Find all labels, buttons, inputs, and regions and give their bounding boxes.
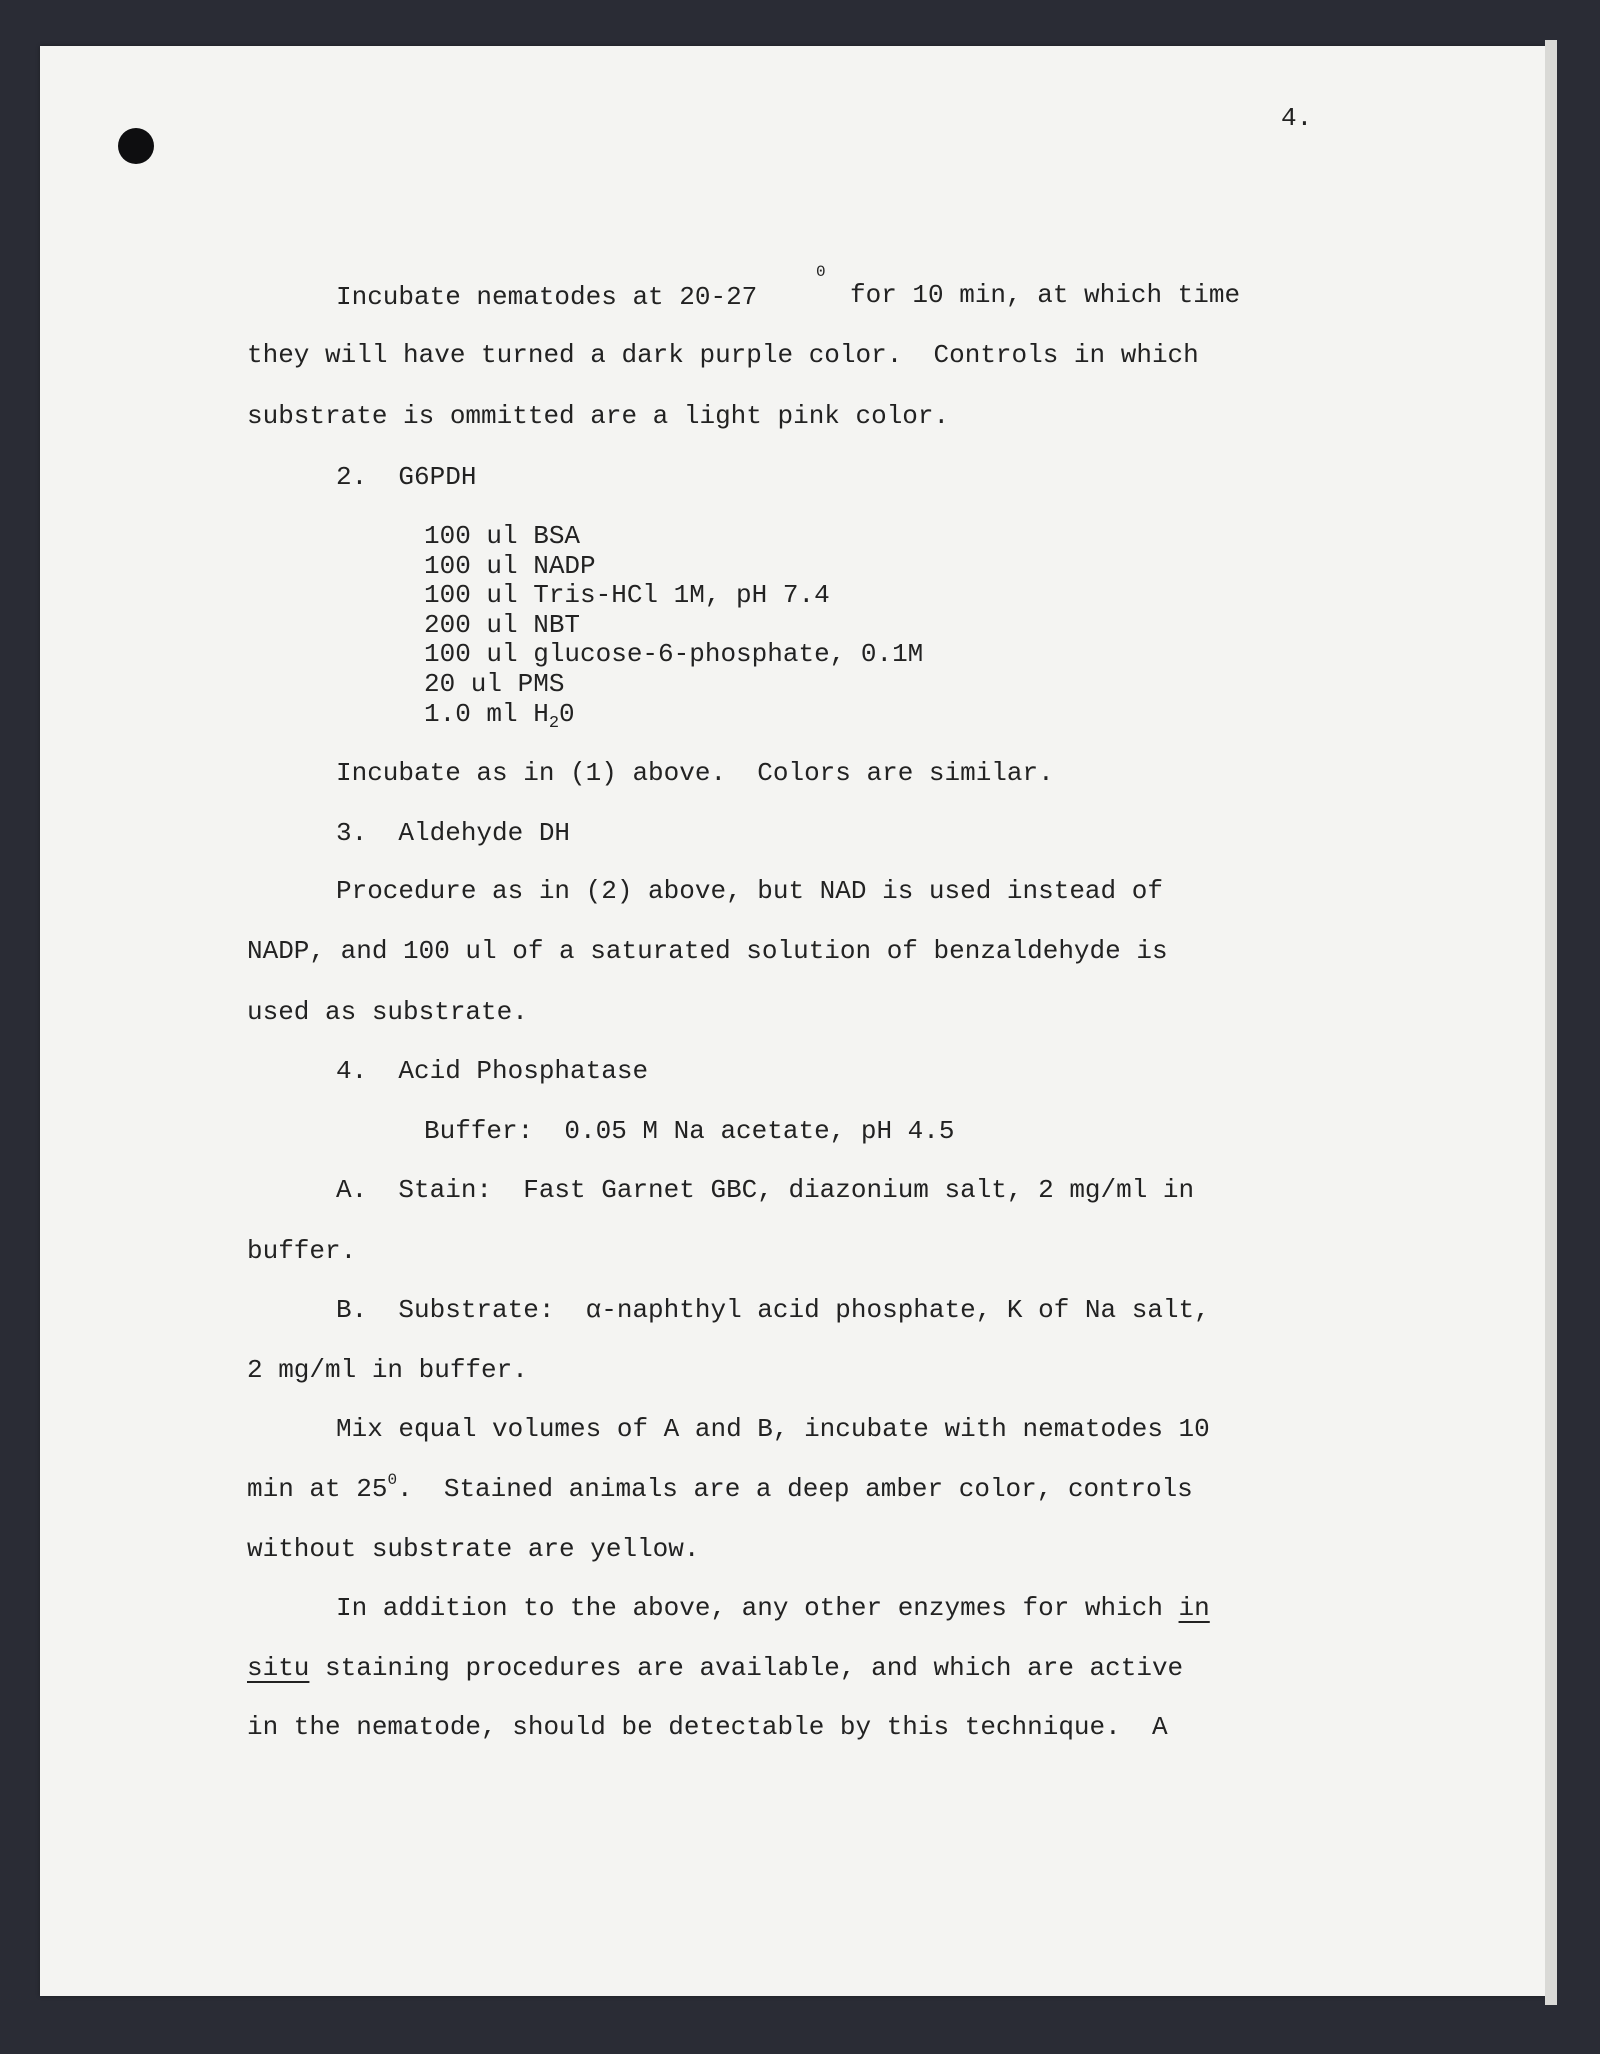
page-number: 4. bbox=[1281, 103, 1313, 133]
reagent-item: 100 ul NADP bbox=[424, 551, 596, 581]
closing-line2 bbox=[247, 1653, 1183, 1683]
buffer-line: Buffer: 0.05 M Na acetate, pH 4.5 bbox=[424, 1116, 955, 1146]
water-prefix: 1.0 ml H bbox=[424, 699, 549, 729]
section3-line2: NADP, and 100 ul of a saturated solution of benzaldehyde is bbox=[247, 936, 1168, 966]
section2-note: Incubate as in (1) above. Colors are similar. bbox=[336, 758, 1054, 788]
section3-line1: Procedure as in (2) above, but NAD is used instead of bbox=[336, 876, 1163, 906]
para1-line2: they will have turned a dark purple color. Controls in which bbox=[247, 340, 1199, 370]
reagent-item: 100 ul Tris-HCl 1M, pH 7.4 bbox=[424, 580, 830, 610]
water-subscript: 2 bbox=[548, 714, 560, 733]
stain-line2: buffer. bbox=[247, 1236, 357, 1266]
closing-line1-start: In addition to the above, any other enzymes for which bbox=[336, 1593, 1179, 1623]
para1-line1-end: for 10 min, at which time bbox=[850, 280, 1241, 310]
section2-heading: 2. G6PDH bbox=[336, 462, 477, 492]
underlined-situ: situ bbox=[247, 1653, 310, 1683]
reagent-item: 100 ul BSA bbox=[424, 521, 581, 551]
closing-line3: in the nematode, should be detectable by this technique. A bbox=[247, 1712, 1168, 1742]
water-suffix: 0 bbox=[559, 699, 575, 729]
section4-heading: 4. Acid Phosphatase bbox=[336, 1056, 649, 1086]
section3-line3: used as substrate. bbox=[247, 997, 528, 1027]
mix-line2-end: . Stained animals are a deep amber color, controls bbox=[397, 1474, 1193, 1504]
mix-line2-start: min at 25 bbox=[247, 1474, 388, 1504]
punch-hole bbox=[118, 128, 154, 164]
reagent-item: 100 ul glucose-6-phosphate, 0.1M bbox=[424, 639, 924, 669]
closing-line1 bbox=[336, 1593, 1210, 1623]
mix-line3: without substrate are yellow. bbox=[247, 1534, 700, 1564]
mix-line1: Mix equal volumes of A and B, incubate with nematodes 10 bbox=[336, 1414, 1210, 1444]
section3-heading: 3. Aldehyde DH bbox=[336, 818, 571, 848]
substrate-line1: B. Substrate: α-naphthyl acid phosphate, K of Na salt, bbox=[336, 1295, 1210, 1325]
degree-superscript: 0 bbox=[387, 1471, 398, 1489]
closing-line2-end: staining procedures are available, and which are active bbox=[309, 1653, 1184, 1683]
substrate-line2: 2 mg/ml in buffer. bbox=[247, 1355, 528, 1385]
page-edge bbox=[1545, 40, 1557, 2005]
para1-line1-start: Incubate nematodes at 20-27 bbox=[336, 282, 758, 312]
degree-superscript: 0 bbox=[816, 263, 826, 281]
para1-line3: substrate is ommitted are a light pink color. bbox=[247, 401, 950, 431]
mix-line2 bbox=[247, 1471, 1193, 1504]
underlined-in: in bbox=[1178, 1593, 1210, 1623]
reagent-item: 20 ul PMS bbox=[424, 669, 565, 699]
reagent-item-water bbox=[424, 699, 575, 733]
reagent-item: 200 ul NBT bbox=[424, 610, 581, 640]
para1-line1 bbox=[336, 282, 757, 312]
stain-line1: A. Stain: Fast Garnet GBC, diazonium salt, 2 mg/ml in bbox=[336, 1175, 1195, 1205]
